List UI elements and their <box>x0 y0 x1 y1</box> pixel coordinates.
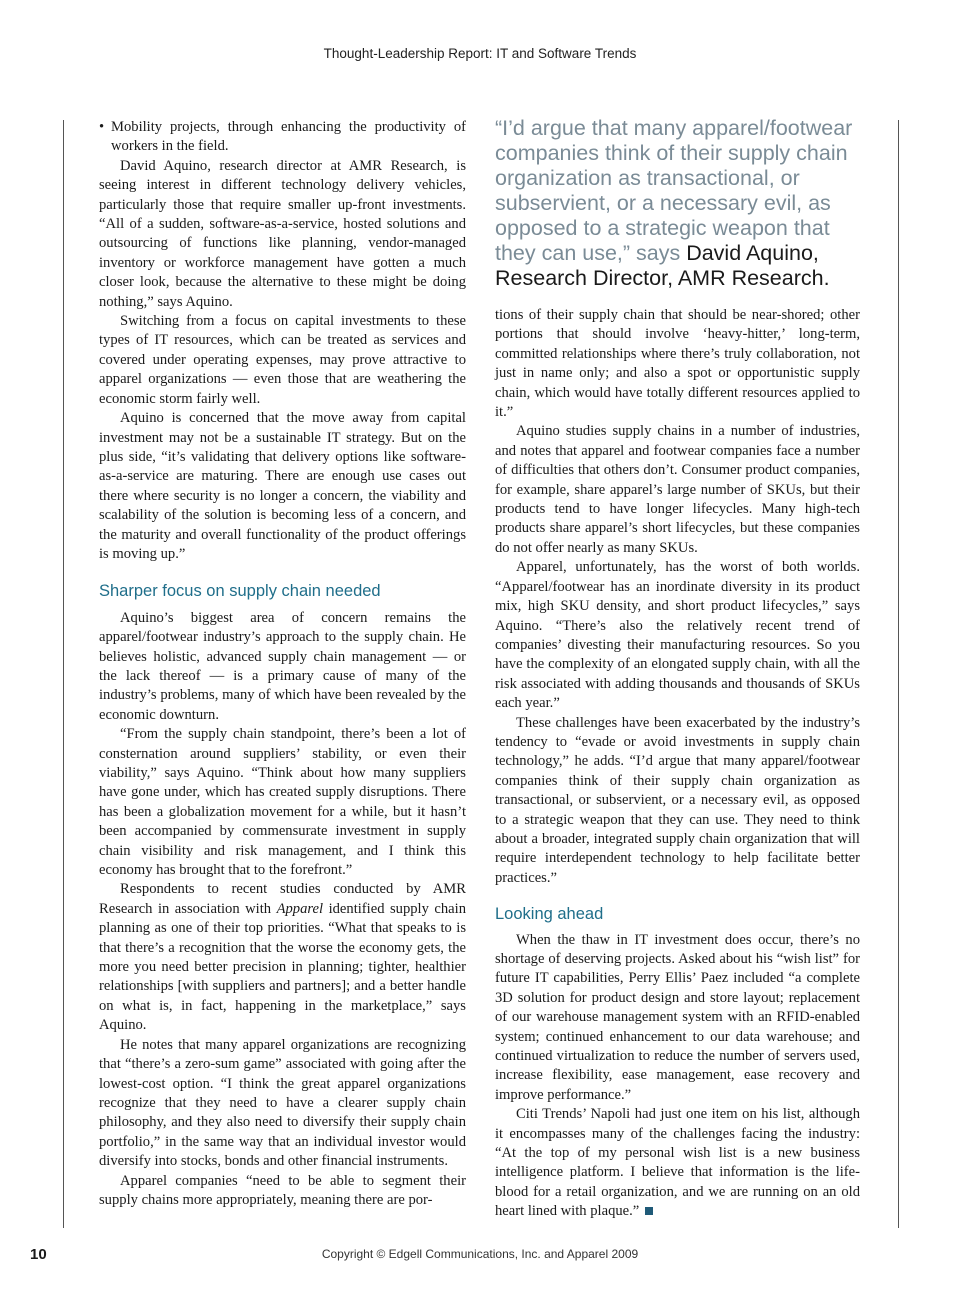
paragraph: Aquino studies supply chains in a number of industries, and notes that apparel and footwear companies face a number of difficulties that others don’t. Consumer product companies, for example, share apparel’s large number of SKUs, but their products tend to have longer lifecycles. Many high-tech products share apparel’s short lifecycles, but these companies do not offer nearly as many SKUs. <box>495 423 860 556</box>
paragraph: “From the supply chain standpoint, there’s been a lot of consternation around suppliers’ stability, or even their viability,” says Aquino. “Think about how many suppliers have gone under, which has created supply disruptions. There has been a globalization movement for a while, but it hasn’t been accompanied by commensurate investment in supply chain visibility and risk management, and I think this economy has brought that to the forefront.” <box>99 726 466 879</box>
page-number: 10 <box>30 1246 47 1263</box>
section-heading: Looking ahead <box>495 905 604 924</box>
paragraph <box>495 1105 860 1221</box>
paragraph <box>99 880 466 1035</box>
right-margin-rule <box>898 120 899 1228</box>
paragraph: When the thaw in IT investment does occur, there’s no shortage of deserving projects. Asked about his “wish list” for future IT capabilities, Perry Ellis’ Paez included “a complete 3D solution for product design and store layout; replacement of our warehouse management system with an RFID-enabled system; continued enhancement to our data warehouse; and continued virtualization to reduce the number of servers used, increase flexibility, ease management, ease recovery and improve performance.” <box>495 931 860 1103</box>
paragraph-text: Citi Trends’ Napoli had just one item on his list, although it encompasses many of the challenges facing the industry: “At the top of my personal wish list is a new business intelligence platform. I believe that information is the life-blood for a retail organization, and we are running on an old heart lined with plaque.” <box>495 1106 860 1220</box>
paragraph: Aquino is concerned that the move away from capital investment may not be a sustainable IT strategy. But on the plus side, “it’s validating that delivery options like software-as-a-service are maturing. There are enough use cases out there where security is no longer a concern, the viability and scalability of the solution is becoming less of a concern, and the maturity and overall functionality of the product offerings is moving up.” <box>99 410 466 562</box>
running-header: Thought-Leadership Report: IT and Software Trends <box>323 46 637 61</box>
magazine-name: Apparel <box>276 900 324 917</box>
pull-quote-text: “I’d argue that many apparel/footwear companies think of their supply chain organization as transactional, or subservient, or a necessary evil, as opposed to a strategic weapon that they can use,” says <box>495 116 853 265</box>
pull-quote-attribution: David Aquino, Research Director, AMR Research. <box>495 241 830 290</box>
paragraph-text: identified supply chain planning as one of their top priorities. “What that speaks to is that there’s a recognition that the worse the economy gets, the more you need better precision in planning; tighter, healthier relationships [with suppliers and partners]; and a better handle on what is, in fact, happening in the marketplace,” says Aquino. <box>99 900 466 1034</box>
bullet-icon: • <box>99 119 105 135</box>
paragraph: David Aquino, research director at AMR Research, is seeing interest in different technology delivery vehicles, particularly those that require smaller up-front investments. “All of a sudden, software-as-a-service, hosted solutions and outsourcing of functions like planning, vendor-managed inventory or workforce management have gotten a much closer look, because the alternative to these might be doing nothing,” says Aquino. <box>99 157 466 310</box>
end-of-article-icon <box>645 1207 653 1215</box>
paragraph: Apparel companies “need to be able to segment their supply chains more appropriately, meaning there are por- <box>99 1172 466 1208</box>
left-margin-rule <box>63 120 64 1228</box>
left-column <box>99 118 466 1210</box>
paragraph: Aquino’s biggest area of concern remains the apparel/footwear industry’s approach to the supply chain. He believes holistic, advanced supply chain management — or the lack thereof — is a primary cause of many of the industry’s problems, many of which have been revealed by the economic downturn. <box>99 609 466 723</box>
paragraph: tions of their supply chain that should be near-shored; other portions that should involve ‘heavy-hitter,’ long-term, committed relationships where there’s truly collaboration, not just in name only; and also a spot or opportunistic supply chain, which would have totally different resources applied to it.” <box>495 307 860 421</box>
right-column <box>495 306 860 1222</box>
section-heading: Sharper focus on supply chain needed <box>99 582 381 601</box>
bullet-item <box>99 118 466 157</box>
paragraph: These challenges have been exacerbated by the industry’s tendency to “evade or avoid investments in supply chain technology,” he adds. “I’d argue that many apparel/footwear companies think of their supply chain organization as transactional, or subservient, or a necessary evil, as opposed to a strategic weapon that they can use. They need to think about a broader, integrated supply chain organization that will require interdependent technology to help facilitate better practices.” <box>495 714 860 886</box>
pull-quote <box>495 116 865 291</box>
paragraph: Apparel, unfortunately, has the worst of both worlds. “Apparel/footwear has an inordinate diversity in its product mix, high SKU density, and short product lifecycles,” says Aquino. “There’s also the relatively recent trend of companies’ divesting their manufacturing resources. So you have the complexity of an elongated supply chain, with all the risk associated with adding thousands and thousands of SKUs each year.” <box>495 559 860 712</box>
paragraph: Switching from a focus on capital investments to these types of IT resources, which can be treated as services and covered under operating expenses, may prove attractive to apparel organizations — even those that are weathering the economic storm fairly well. <box>99 313 466 407</box>
bullet-text: Mobility projects, through enhancing the productivity of workers in the field. <box>111 119 466 155</box>
copyright-footer: Copyright © Edgell Communications, Inc. and Apparel 2009 <box>321 1247 639 1261</box>
paragraph-text: Respondents to recent studies conducted by AMR Research in association with <box>99 881 466 917</box>
paragraph: He notes that many apparel organizations are recognizing that “there’s a zero-sum game” associated with going after the lowest-cost option. “I think the great apparel organizations recognize that they need to have a clearer supply chain philosophy, and they also need to diversify their supply chain portfolio,” in the same way that an individual investor would diversify into stocks, bonds and other financial instruments. <box>99 1036 466 1170</box>
